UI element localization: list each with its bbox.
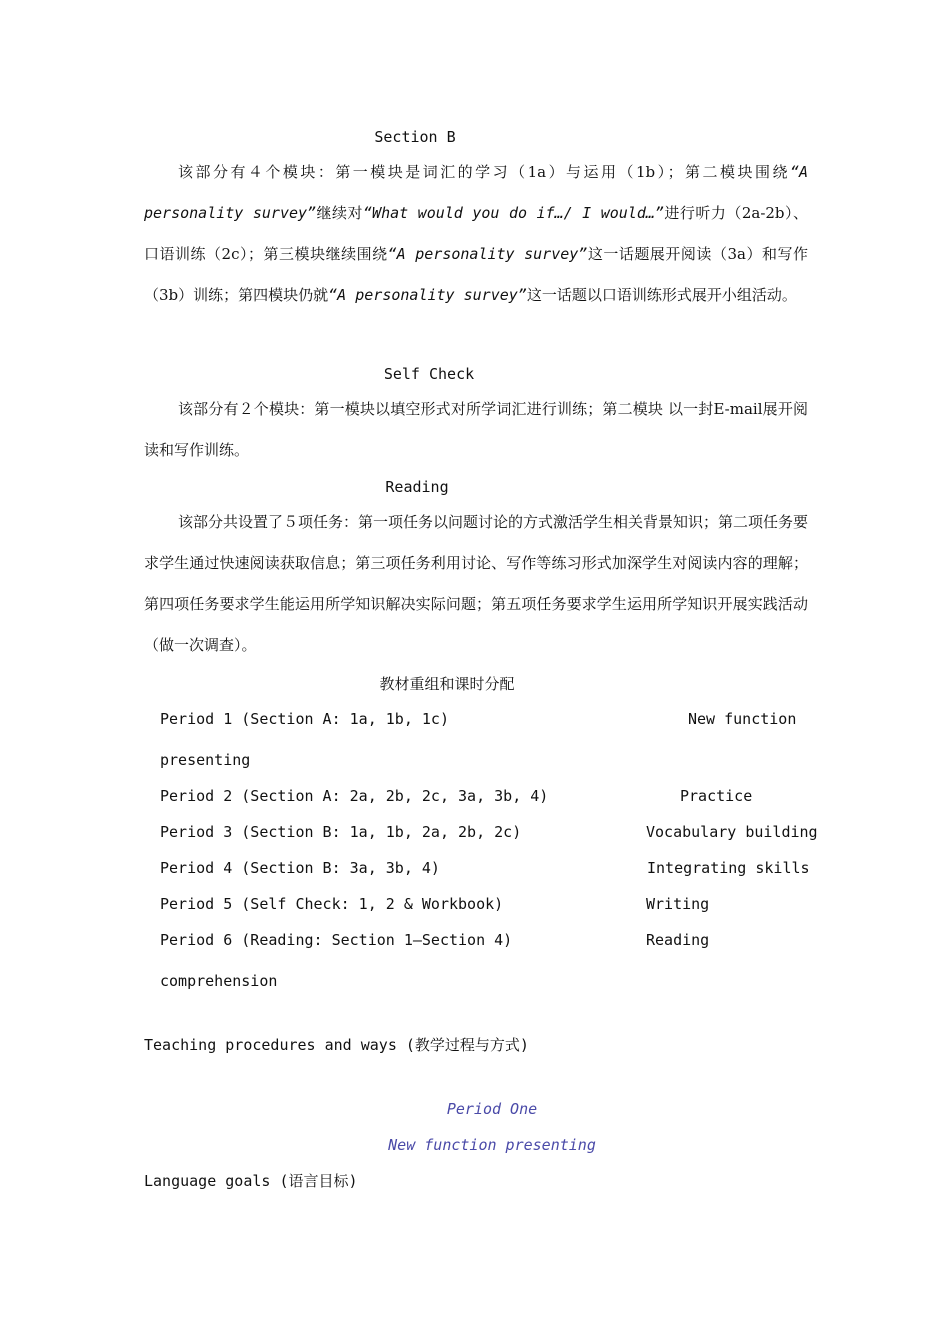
section-b-text-3: 进行听力（2a-2b）、口语训练（2c）；第三模块继续围绕 — [144, 204, 809, 263]
period-item: Period 6 (Reading: Section 1—Section 4) — [160, 931, 513, 949]
section-b-paragraph — [144, 152, 808, 316]
section-b-text-5: 这一话题以口语训练形式展开小组活动。 — [526, 286, 797, 304]
period-item: Period 5 (Self Check: 1, 2 & Workbook) — [160, 895, 504, 913]
period-focus: New function — [688, 710, 797, 728]
section-b-quote-4: “A personality survey” — [328, 286, 527, 304]
period-item: Period 1 (Section A: 1a, 1b, 1c) — [160, 710, 449, 728]
self-check-paragraph: 该部分有２个模块：第一模块以填空形式对所学词汇进行训练；第二模块 以一封E-mail展开阅读和写作训练。 — [144, 400, 808, 459]
period-one-title: Period One — [446, 1100, 538, 1118]
period-focus: Practice — [680, 787, 753, 805]
section-b-text-1: 该部分有４个模块：第一模块是词汇的学习（1a）与运用（1b）；第二模块围绕 — [178, 163, 790, 181]
period-focus: Writing — [646, 895, 710, 913]
period-focus-continued: presenting — [160, 751, 251, 769]
section-b-quote-1: “A personality survey” — [144, 163, 808, 222]
periods-heading: 教材重组和课时分配 — [379, 675, 515, 693]
period-focus: Vocabulary building — [646, 823, 818, 841]
self-check-heading: Self Check — [383, 365, 475, 383]
section-b-text-4: 这一话题展开阅读（3a）和写作（3b）训练；第四模块仍就 — [144, 245, 808, 304]
period-item: Period 4 (Section B: 3a, 3b, 4) — [160, 859, 440, 877]
period-focus: Reading — [646, 931, 710, 949]
reading-heading: Reading — [385, 478, 449, 496]
period-one-subtitle: New function presenting — [388, 1136, 596, 1154]
language-goals-heading: Language goals (语言目标) — [144, 1172, 358, 1190]
period-item: Period 3 (Section B: 1a, 1b, 2a, 2b, 2c) — [160, 823, 522, 841]
section-b-heading: Section B — [374, 128, 456, 146]
section-b-text-2: 继续对 — [316, 204, 364, 222]
section-b-quote-2: “What would you do if…/ I would…” — [363, 204, 664, 222]
period-item: Period 2 (Section A: 2a, 2b, 2c, 3a, 3b, 4) — [160, 787, 549, 805]
period-focus: Integrating skills — [647, 859, 810, 877]
procedures-heading: Teaching procedures and ways (教学过程与方式) — [144, 1036, 529, 1054]
period-focus-continued: comprehension — [160, 972, 278, 990]
reading-paragraph: 该部分共设置了５项任务：第一项任务以问题讨论的方式激活学生相关背景知识；第二项任务要求学生通过快速阅读获取信息；第三项任务利用讨论、写作等练习形式加深学生对阅读内容的理解；第四项任务要求学生能运用所学知识解决实际问题；第五项任务要求学生运用所学知识开展实践活动（做一次调查）。 — [144, 513, 809, 654]
section-b-quote-3: “A personality survey” — [387, 245, 588, 263]
